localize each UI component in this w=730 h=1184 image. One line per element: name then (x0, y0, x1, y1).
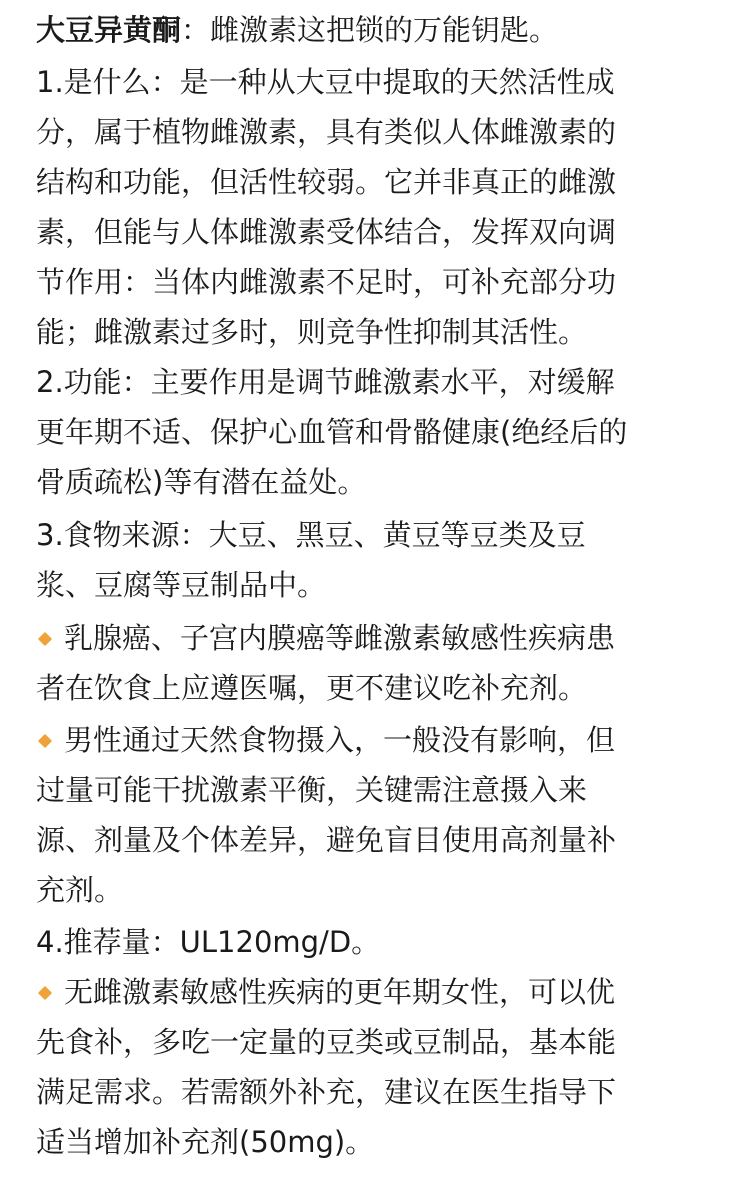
bullet-text: 男性通过天然食物摄入，一般没有影响，但 (64, 723, 616, 757)
orange-diamond-icon (38, 986, 52, 1000)
bullet-item (36, 972, 615, 1012)
heading-line (36, 10, 558, 50)
bullet-item (36, 720, 615, 760)
text-line: 充剂。 (36, 873, 124, 907)
text-line: 更年期不适、保护心血管和骨骼健康(绝经后的 (36, 415, 628, 449)
text-line: 者在饮食上应遵医嘱，更不建议吃补充剂。 (36, 671, 588, 705)
text-line: 满足需求。若需额外补充，建议在医生指导下 (36, 1075, 617, 1109)
text-line: 浆、豆腐等豆制品中。 (36, 568, 327, 602)
orange-diamond-icon (38, 632, 52, 646)
heading-subtitle: ：雌激素这把锁的万能钥匙。 (181, 13, 559, 47)
text-line: 4.推荐量：UL120mg/D。 (36, 925, 381, 959)
text-line: 源、剂量及个体差异，避免盲目使用高剂量补 (36, 823, 617, 857)
text-line: 节作用：当体内雌激素不足时，可补充部分功 (36, 265, 617, 299)
text-line: 1.是什么：是一种从大豆中提取的天然活性成 (36, 65, 615, 99)
text-line: 适当增加补充剂(50mg)。 (36, 1125, 375, 1159)
orange-diamond-icon (38, 734, 52, 748)
text-line: 结构和功能，但活性较弱。它并非真正的雌激 (36, 165, 617, 199)
text-line: 2.功能：主要作用是调节雌激素水平，对缓解 (36, 365, 615, 399)
text-line: 骨质疏松)等有潜在益处。 (36, 465, 367, 499)
text-line: 分，属于植物雌激素，具有类似人体雌激素的 (36, 115, 617, 149)
text-line: 过量可能干扰激素平衡，关键需注意摄入来 (36, 773, 588, 807)
bullet-text: 无雌激素敏感性疾病的更年期女性，可以优 (64, 975, 616, 1009)
text-line: 素，但能与人体雌激素受体结合，发挥双向调 (36, 215, 617, 249)
text-line: 能；雌激素过多时，则竞争性抑制其活性。 (36, 315, 588, 349)
bullet-text: 乳腺癌、子宫内膜癌等雌激素敏感性疾病患 (64, 621, 616, 655)
bullet-item (36, 618, 615, 658)
text-line: 先食补，多吃一定量的豆类或豆制品，基本能 (36, 1025, 617, 1059)
heading-title: 大豆异黄酮 (36, 13, 182, 47)
text-line: 3.食物来源：大豆、黑豆、黄豆等豆类及豆 (36, 518, 586, 552)
